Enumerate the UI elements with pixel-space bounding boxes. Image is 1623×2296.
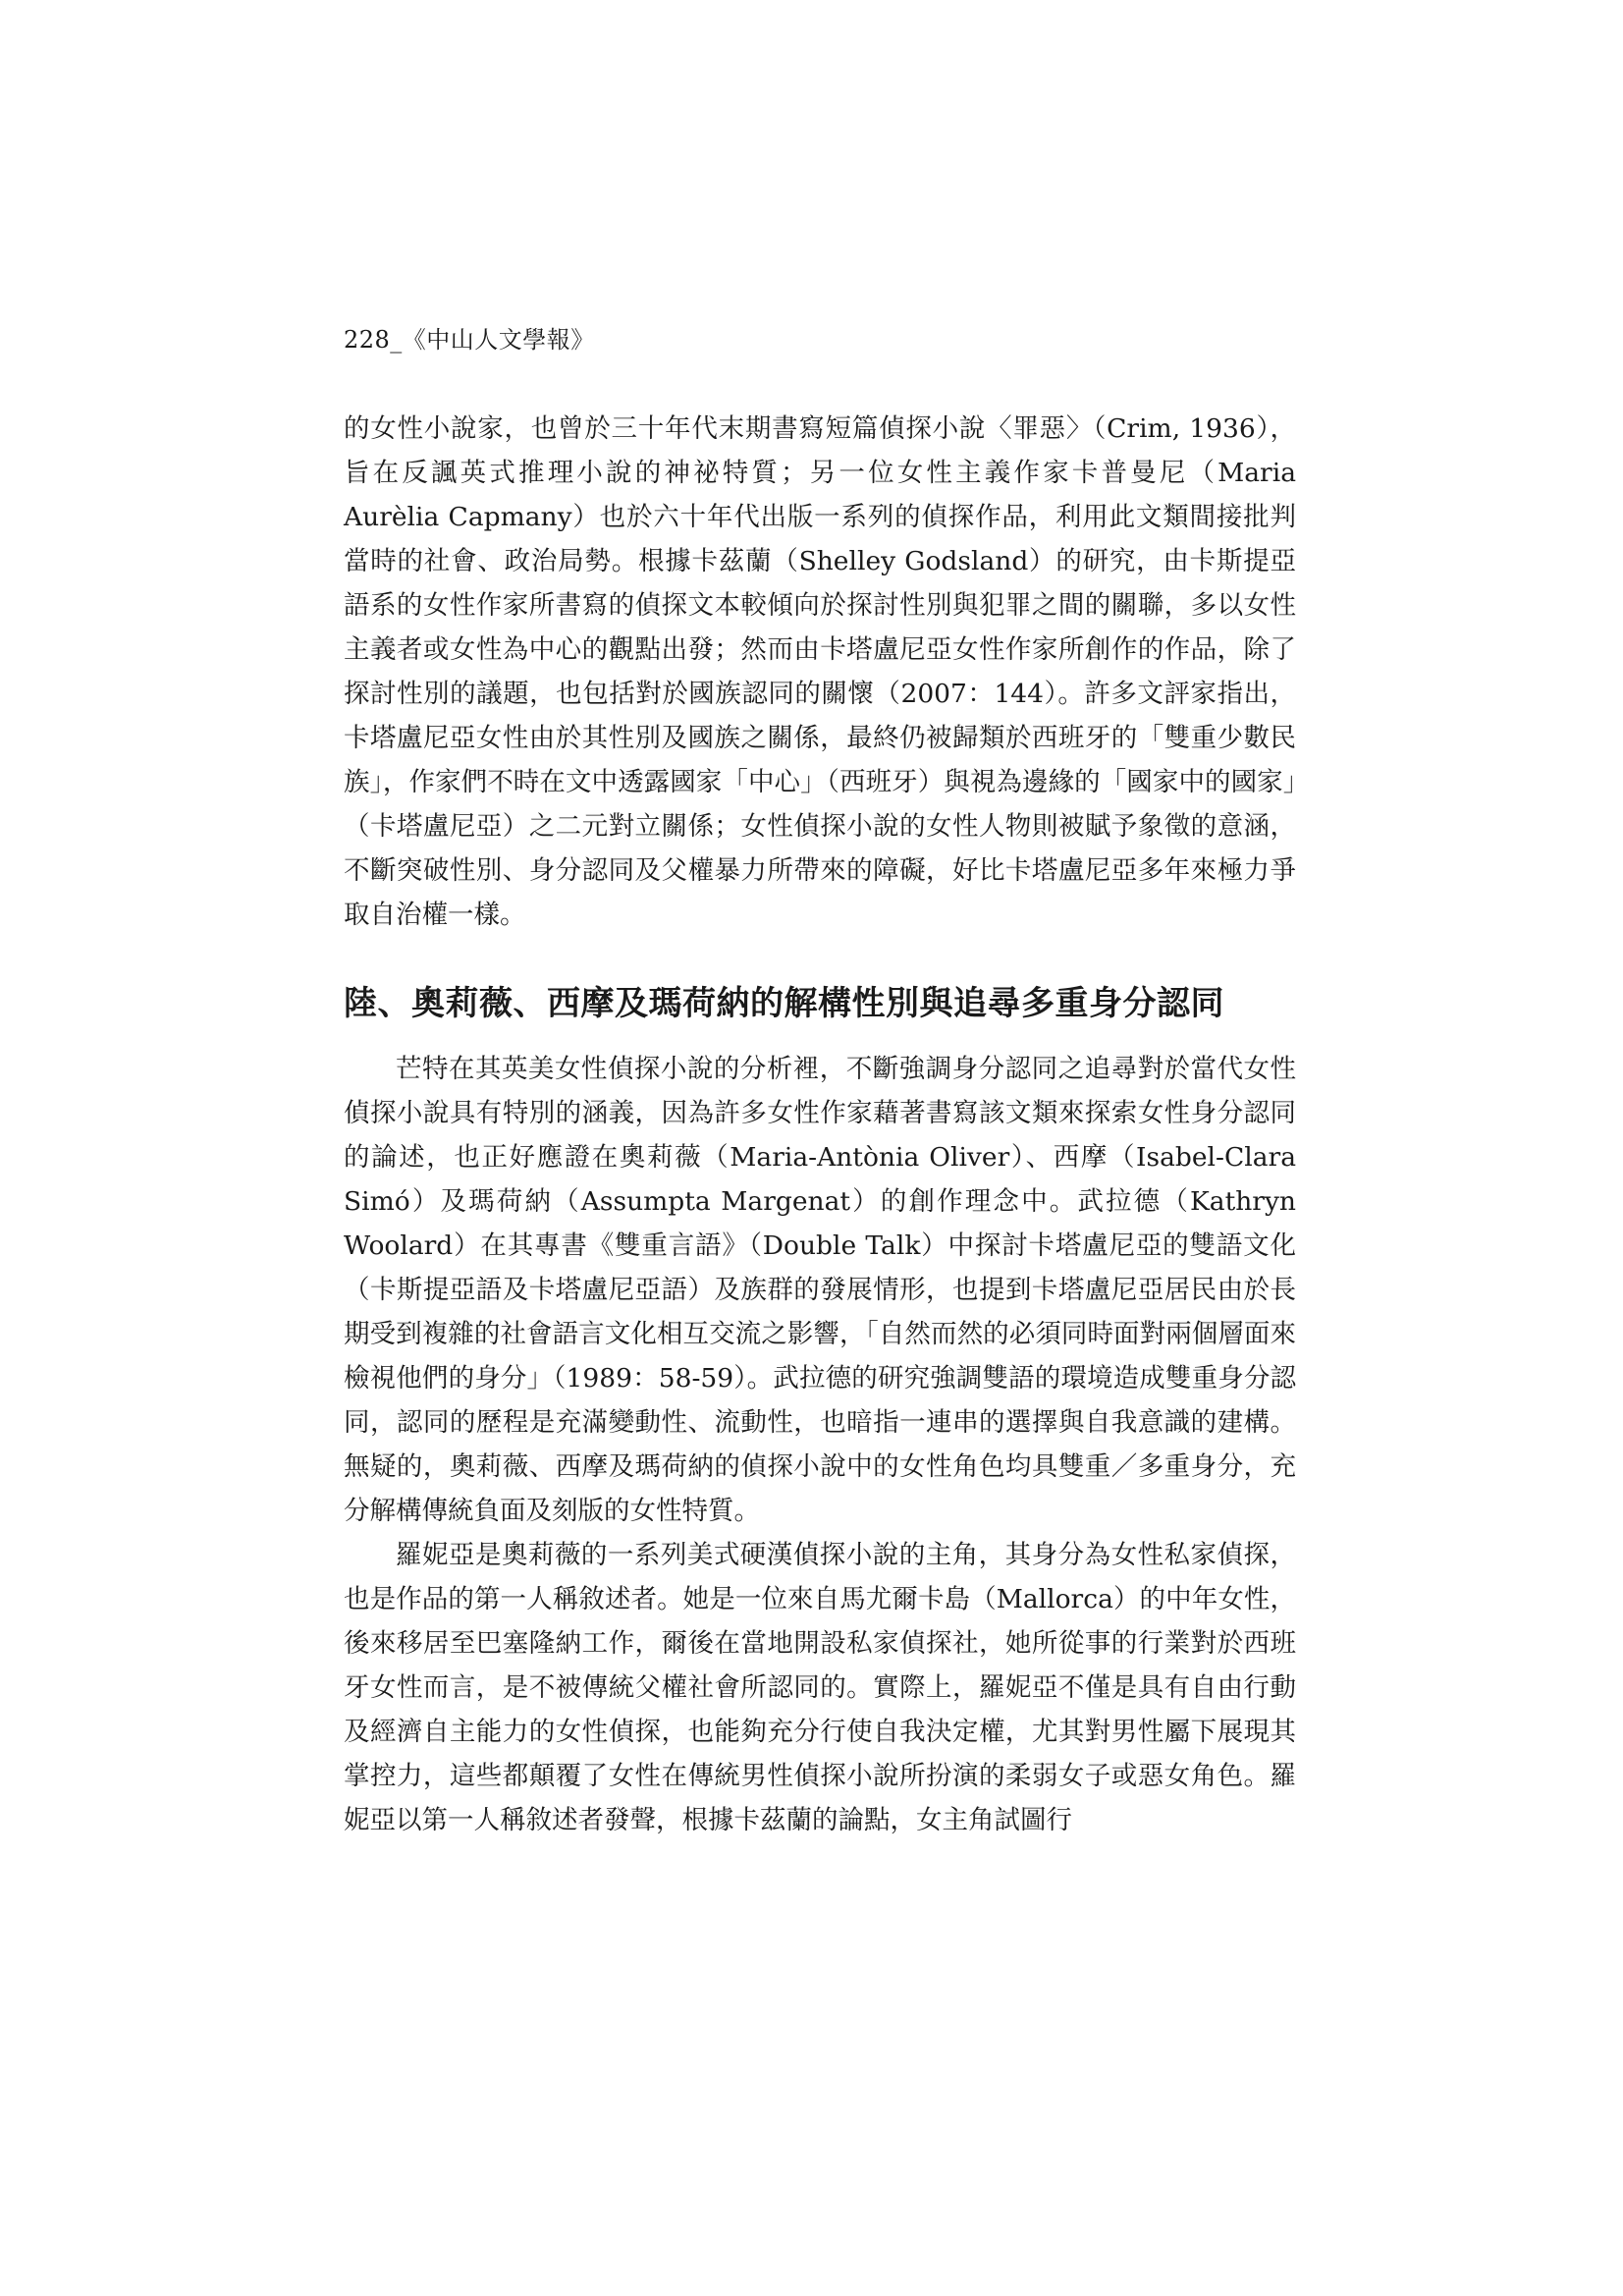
body-paragraph-3: 羅妮亞是奧莉薇的一系列美式硬漢偵探小說的主角，其身分為女性私家偵探，也是作品的第一人稱敘述者。她是一位來自馬尤爾卡島（Mallorca）的中年女性，後來移居至巴塞隆納工作，爾後在當地開設私家偵探社，她所從事的行業對於西班牙女性而言，是不被傳統父權社會所認同的。實際上，羅妮亞不僅是具有自由行動及經濟自主能力的女性偵探，也能夠充分行使自我決定權，尤其對男性屬下展現其掌控力，這些都顛覆了女性在傳統男性偵探小說所扮演的柔弱女子或惡女角色。羅妮亞以第一人稱敘述者發聲，根據卡茲蘭的論點，女主角試圖行 <box>344 1540 1296 1835</box>
running-head: 228_《中山人文學報》 <box>344 326 595 354</box>
section-heading: 陸、奧莉薇、西摩及瑪荷納的解構性別與追尋多重身分認同 <box>344 984 1224 1023</box>
body-paragraph-1: 的女性小說家，也曾於三十年代末期書寫短篇偵探小說〈罪惡〉（Crim, 1936），旨在反諷英式推理小說的神祕特質；另一位女性主義作家卡普曼尼（Maria Aurèlia Capmany）也於六十年代出版一系列的偵探作品，利用此文類間接批判當時的社會、政治局勢。根據卡茲蘭（Shelley Godsland）的研究，由卡斯提亞語系的女性作家所書寫的偵探文本較傾向於探討性別與犯罪之間的關聯，多以女性主義者或女性為中心的觀點出發；然而由卡塔盧尼亞女性作家所創作的作品，除了探討性別的議題，也包括對於國族認同的關懷（2007：144）。許多文評家指出，卡塔盧尼亞女性由於其性別及國族之關係，最終仍被歸類於西班牙的「雙重少數民族」，作家們不時在文中透露國家「中心」（西班牙）與視為邊緣的「國家中的國家」（卡塔盧尼亞）之二元對立關係；女性偵探小說的女性人物則被賦予象徵的意涵，不斷突破性別、身分認同及父權暴力所帶來的障礙，好比卡塔盧尼亞多年來極力爭取自治權一樣。 <box>344 413 1296 930</box>
body-paragraph-2: 芒特在其英美女性偵探小說的分析裡，不斷強調身分認同之追尋對於當代女性偵探小說具有特別的涵義，因為許多女性作家藉著書寫該文類來探索女性身分認同的論述，也正好應證在奧莉薇（Maria-Antònia Oliver）、西摩（Isabel-Clara Simó）及瑪荷納（Assumpta Margenat）的創作理念中。武拉德（Kathryn Woolard）在其專書《雙重言語》（Double Talk）中探討卡塔盧尼亞的雙語文化（卡斯提亞語及卡塔盧尼亞語）及族群的發展情形，也提到卡塔盧尼亞居民由於長期受到複雜的社會語言文化相互交流之影響，「自然而然的必須同時面對兩個層面來檢視他們的身分」（1989：58-59）。武拉德的研究強調雙語的環境造成雙重身分認同，認同的歷程是充滿變動性、流動性，也暗指一連串的選擇與自我意識的建構。無疑的，奧莉薇、西摩及瑪荷納的偵探小說中的女性角色均具雙重／多重身分，充分解構傳統負面及刻版的女性特質。 <box>344 1054 1296 1526</box>
document-page <box>344 324 1296 1842</box>
